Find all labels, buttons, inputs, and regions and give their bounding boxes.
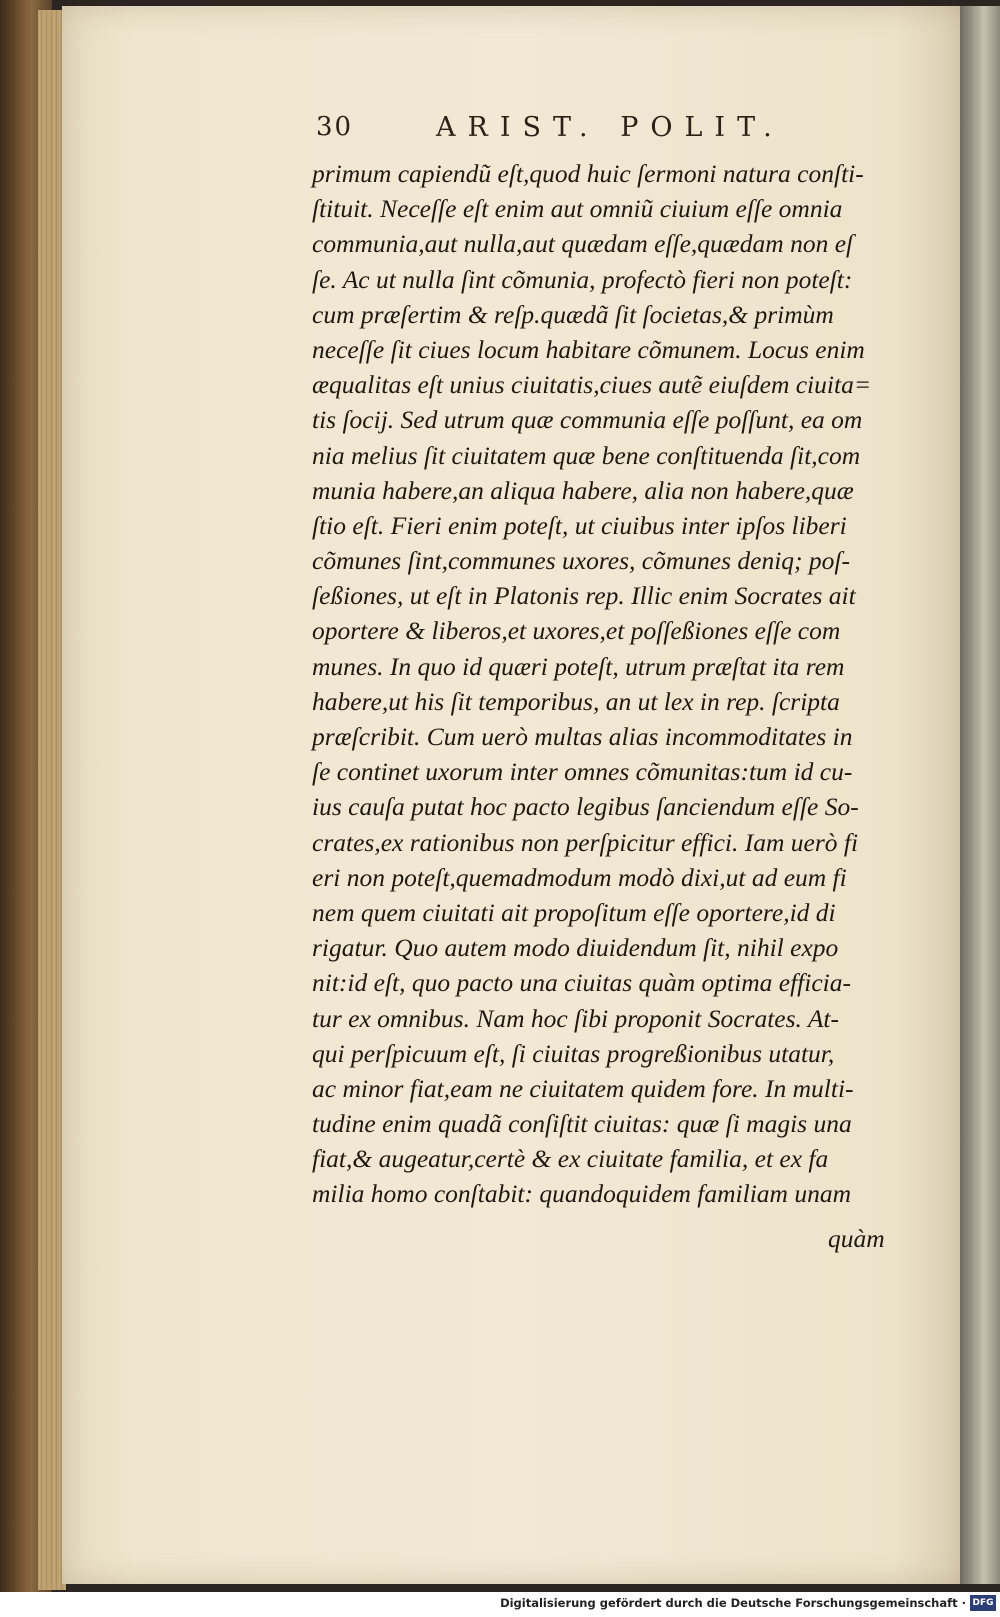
text-line: tudine enim quadã conſiſtit ciuitas: quæ ſi magis una	[312, 1109, 852, 1139]
text-line: ius cauſa putat hoc pacto legibus ſanciendum eſſe So-	[312, 792, 859, 822]
footer-credit: Digitalisierung gefördert durch die Deutsche Forschungsgemeinschaft ·	[500, 1596, 966, 1610]
facing-page-edge	[960, 6, 1000, 1584]
text-line: munes. In quo id quæri poteſt, utrum præſtat ita rem	[312, 651, 845, 681]
dfg-logo: DFG	[970, 1595, 996, 1611]
running-head	[316, 112, 916, 152]
text-line: cum præſertim & reſp.quædã ſit ſocietas,& primùm	[312, 299, 834, 329]
text-line: communia,aut nulla,aut quædam eſſe,quædam non eſ	[312, 229, 854, 259]
text-line: rigatur. Quo autem modo diuidendum ſit, nihil expo	[312, 933, 839, 963]
text-line: tur ex omnibus. Nam hoc ſibi proponit Socrates. At-	[312, 1003, 839, 1033]
page-number: 30	[316, 112, 354, 142]
text-line: præſcribit. Cum uerò multas alias incommoditates in	[312, 722, 853, 751]
text-line: habere,ut his ſit temporibus, an ut lex in rep. ſcripta	[312, 686, 840, 716]
text-line: ſe continet uxorum inter omnes cõmunitas:tum id cu-	[312, 757, 853, 787]
text-line: tis ſocij. Sed utrum quæ communia eſſe poſſunt, ea om	[312, 405, 863, 435]
text-line: ſeßiones, ut eſt in Platonis rep. Illic enim Socrates ait	[312, 581, 856, 611]
text-line: ac minor fiat,eam ne ciuitatem quidem fore. In multi-	[312, 1073, 854, 1103]
catchword: quàm	[828, 1224, 885, 1253]
text-line: æqualitas eſt unius ciuitatis,ciues autẽ eiuſdem ciuita=	[312, 370, 872, 400]
body-text	[312, 156, 902, 1212]
text-line: fiat,& augeatur,certè & ex ciuitate familia, et ex fa	[312, 1144, 829, 1174]
text-line: eri non poteſt,quemadmodum modò dixi,ut ad eum fi	[312, 862, 847, 892]
text-line: munia habere,an aliqua habere, alia non habere,quæ	[312, 475, 854, 505]
text-line: oportere & liberos,et uxores,et poſſeßiones eſſe com	[312, 616, 841, 646]
text-line: nem quem ciuitati ait propoſitum eſſe oportere,id di	[312, 897, 836, 927]
text-line: nia melius ſit ciuitatem quæ bene conſtituenda ſit,com	[312, 440, 861, 470]
text-line: qui perſpicuum eſt, ſi ciuitas progreßionibus utatur,	[312, 1038, 835, 1068]
text-line: ſe. Ac ut nulla ſint cõmunia, profectò fieri non poteſt:	[312, 264, 853, 294]
footer-bar	[0, 1592, 1000, 1617]
text-line: crates,ex rationibus non perſpicitur effici. Iam uerò fi	[312, 827, 859, 857]
text-line: milia homo conſtabit: quandoquidem familiam unam	[312, 1179, 852, 1209]
text-line: cõmunes ſint,communes uxores, cõmunes deniq; poſ-	[312, 546, 850, 576]
text-line: ſtio eſt. Fieri enim poteſt, ut ciuibus inter ipſos liberi	[312, 510, 847, 540]
text-line: ſtituit. Neceſſe eſt enim aut omniũ ciuium eſſe omnia	[312, 194, 843, 224]
page-title: ARIST. POLIT.	[436, 112, 784, 143]
text-line: primum capiendũ eſt,quod huic ſermoni natura conſti-	[312, 159, 864, 188]
text-line: neceſſe ſit ciues locum habitare cõmunem. Locus enim	[312, 334, 865, 364]
text-line: nit:id eſt, quo pacto una ciuitas quàm optima efficia-	[312, 968, 851, 998]
